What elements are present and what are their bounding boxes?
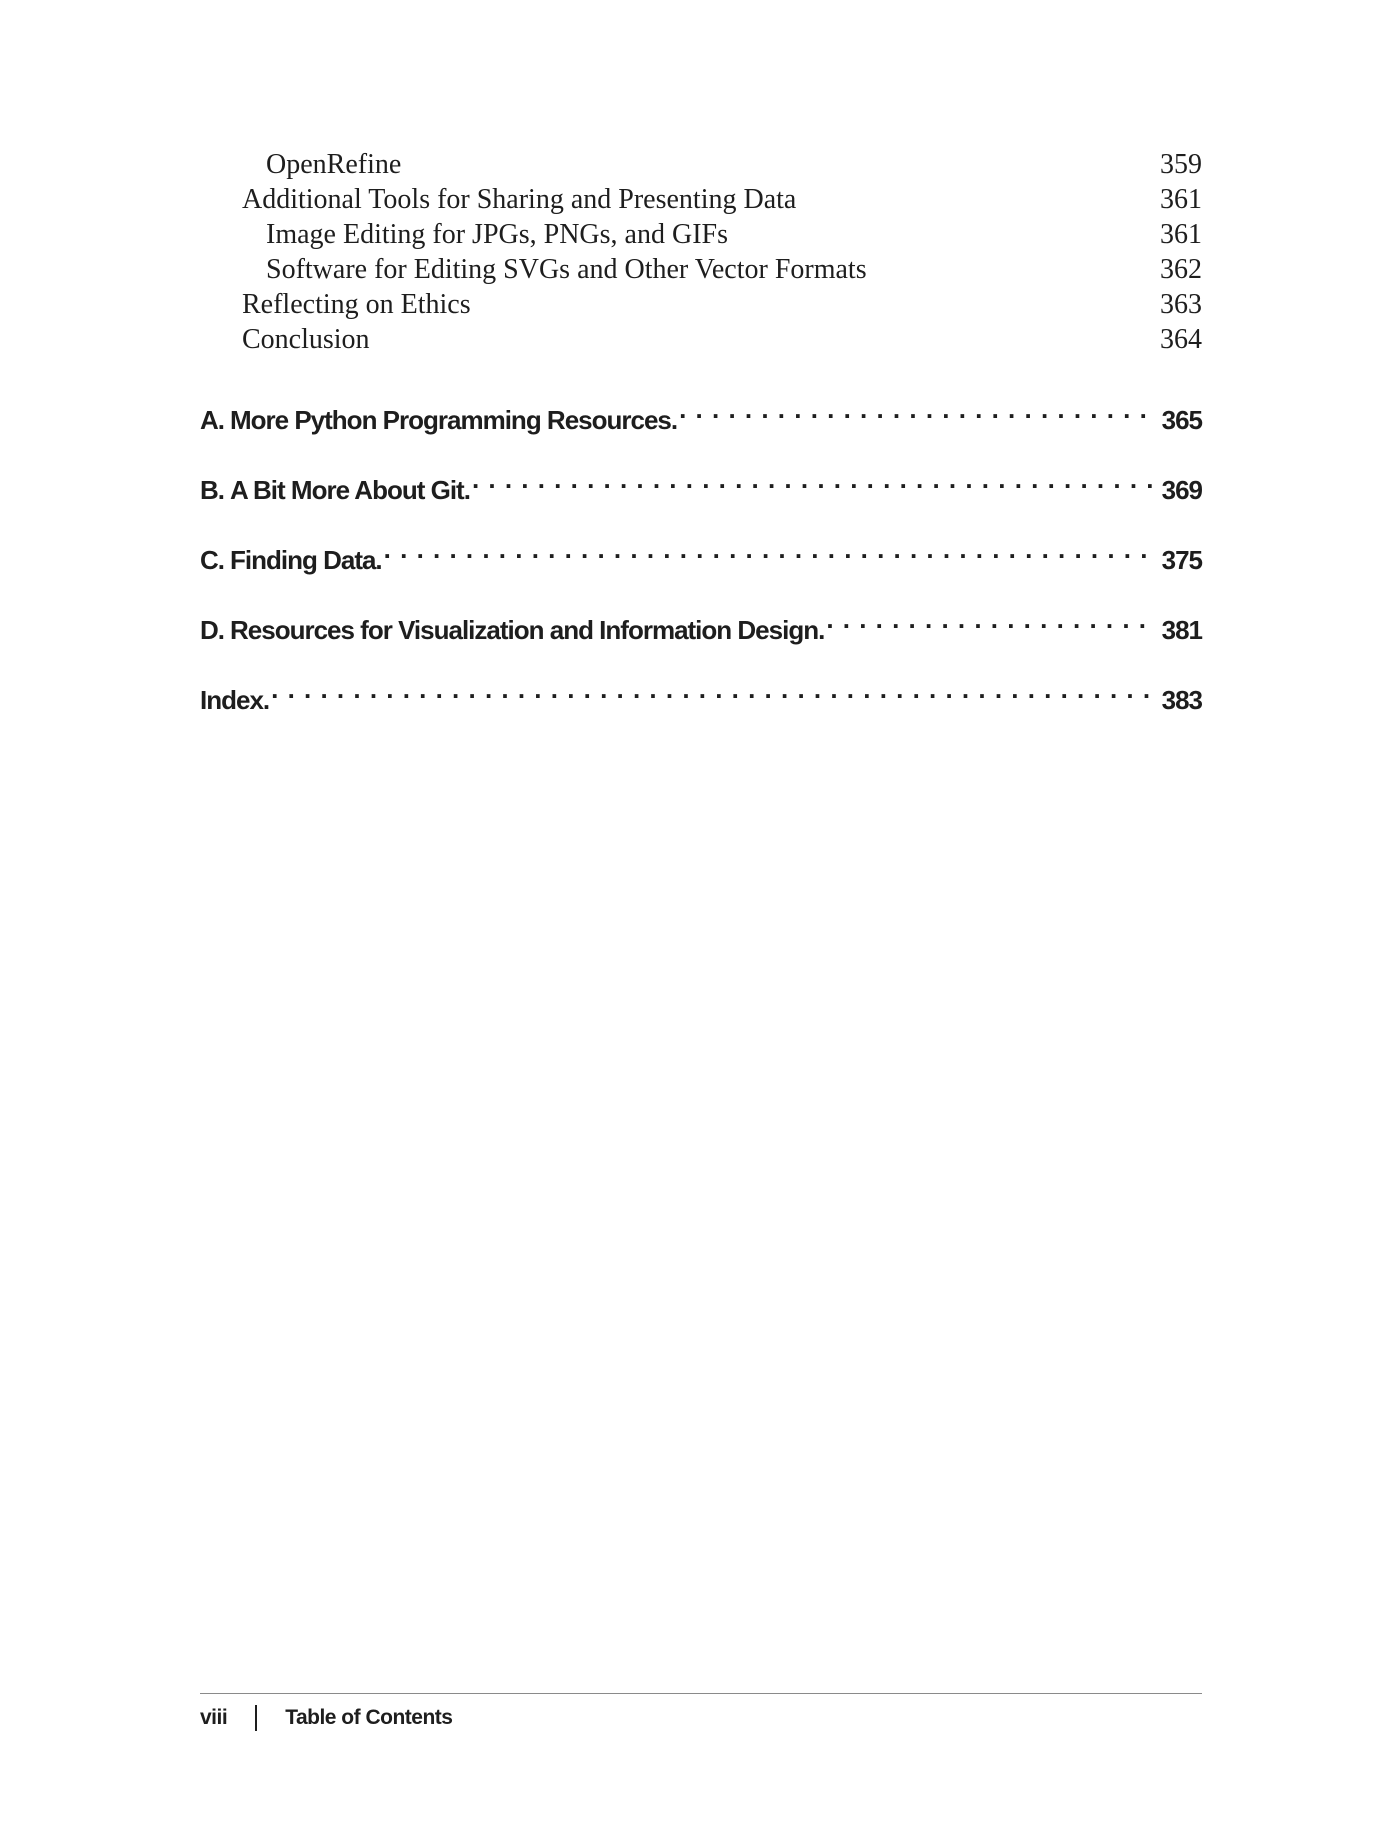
toc-entry-page: 361 xyxy=(1160,219,1202,250)
toc-entry-title: Additional Tools for Sharing and Presenting Data xyxy=(242,184,797,215)
toc-entry-page: 362 xyxy=(1160,254,1202,285)
toc-chapter-d[interactable] xyxy=(200,599,1202,645)
chapter-title: Finding Data. xyxy=(230,545,382,575)
chapter-title: Index. xyxy=(200,685,270,715)
toc-entry-title: Reflecting on Ethics xyxy=(242,289,471,320)
chapter-page: 375 xyxy=(1161,545,1202,575)
toc-chapter-index[interactable] xyxy=(200,669,1202,715)
chapter-page: 369 xyxy=(1161,475,1202,505)
chapter-page: 381 xyxy=(1161,615,1202,645)
footer-page-number: viii xyxy=(200,1706,228,1729)
toc-entry-svg-software[interactable] xyxy=(200,252,1202,288)
chapter-title: Resources for Visualization and Information Design. xyxy=(230,615,825,645)
toc-chapter-c[interactable] xyxy=(200,529,1202,575)
toc-entry-conclusion[interactable] xyxy=(200,322,1202,358)
chapter-title: More Python Programming Resources. xyxy=(230,405,678,435)
dot-leader xyxy=(472,459,1152,499)
dot-leader xyxy=(271,669,1151,709)
chapter-label: B. xyxy=(200,475,224,505)
footer-rule xyxy=(200,1693,1202,1694)
dot-leader xyxy=(679,389,1152,429)
toc-entry-page: 361 xyxy=(1160,184,1202,215)
dot-leader xyxy=(826,599,1151,639)
chapter-label: A. xyxy=(200,405,224,435)
footer-section-title: Table of Contents xyxy=(285,1706,453,1729)
chapter-page: 365 xyxy=(1161,405,1202,435)
toc-chapter-b[interactable] xyxy=(200,459,1202,505)
footer-separator xyxy=(255,1705,257,1731)
toc-entry-image-editing[interactable] xyxy=(200,217,1202,253)
dot-leader xyxy=(384,529,1152,569)
chapter-title: A Bit More About Git. xyxy=(230,475,470,505)
toc-entry-additional-tools[interactable] xyxy=(200,182,1202,218)
chapter-label: D. xyxy=(200,615,224,645)
toc-entry-reflecting-on-ethics[interactable] xyxy=(200,287,1202,323)
toc-entry-title: OpenRefine xyxy=(266,149,402,180)
chapter-label: C. xyxy=(200,545,224,575)
toc-entry-title: Conclusion xyxy=(242,324,370,355)
toc-entry-page: 363 xyxy=(1160,289,1202,320)
toc-entry-title: Software for Editing SVGs and Other Vector Formats xyxy=(266,254,867,285)
toc-entry-openrefine[interactable] xyxy=(200,147,1202,183)
chapter-page: 383 xyxy=(1161,685,1202,715)
toc-entry-page: 364 xyxy=(1160,324,1202,355)
toc-entry-title: Image Editing for JPGs, PNGs, and GIFs xyxy=(266,219,728,250)
toc-chapter-a[interactable] xyxy=(200,389,1202,435)
toc-entry-page: 359 xyxy=(1160,149,1202,180)
page-footer xyxy=(200,1700,452,1736)
